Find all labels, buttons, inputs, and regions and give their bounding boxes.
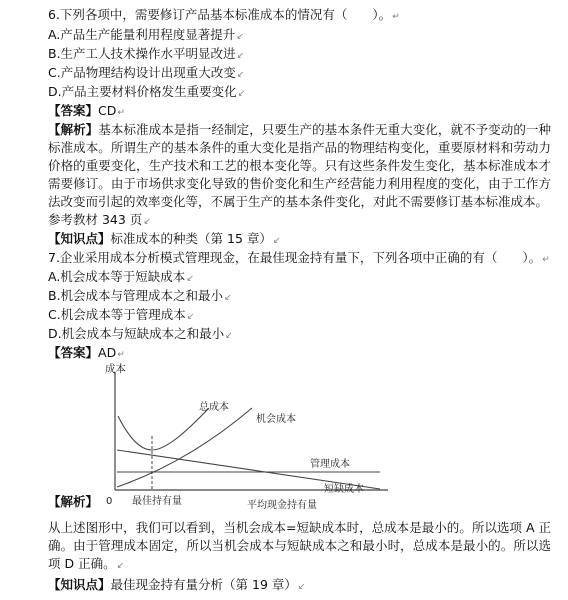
shortage-cost-label: 短缺成本: [324, 484, 364, 495]
analysis-text: 基本标准成本是指一经制定，只要生产的基本条件无重大变化，就不予变动的一种标准成本。所谓生产的基本条件的重大变化是指产品的物理结构变化，重要原材料和劳动力价格的重要变化，生产技术和工艺的根本变化等。只有这些条件发生变化，基本标准成本才需要修订。由于市场供求变化导致的售价变化和生产经营能力利用程度的变化，由于工作方法改变而引起的效率变化等，不属于生产的基本条件变化，对此不需要修订基本标准成本。: [48, 122, 551, 209]
paragraph-mark: ↙: [186, 274, 194, 284]
paragraph-mark: ↙: [272, 236, 281, 246]
knowledge-tag: 【知识点】: [48, 231, 111, 246]
analysis-text: 从上述图形中，我们可以看到，当机会成本=短缺成本时，总成本是最小的。所以选项 A 正确。由于管理成本固定，所以当机会成本与短缺成本之和最小时，总成本是最小的。所以选项 D 正确。: [48, 520, 551, 571]
paragraph-mark: ↙: [297, 582, 306, 592]
question-7-analysis: [48, 519, 551, 575]
answer-tag: 【答案】: [48, 103, 99, 118]
answer-value: CD: [98, 103, 117, 118]
optimal-holding-label: 最佳持有量: [132, 496, 182, 507]
question-6-knowledge: [48, 230, 280, 250]
origin-label: 0: [106, 496, 113, 507]
paragraph-mark: ↙: [224, 293, 232, 303]
paragraph-mark: ↵: [392, 12, 400, 22]
question-6-reference: 参考教材 343 页↙: [48, 212, 151, 227]
question-7-stem: [48, 249, 550, 269]
figure-lines: [115, 372, 388, 490]
knowledge-text: 最佳现金持有量分析（第 19 章）: [110, 577, 297, 592]
paragraph-mark: ↵: [117, 350, 125, 360]
knowledge-tag: 【知识点】: [48, 577, 111, 592]
knowledge-text: 标准成本的种类（第 15 章）: [110, 231, 272, 246]
question-6-option-b: B.生产工人技术操作水平明显改进↙: [48, 46, 245, 61]
paragraph-mark: ↙: [116, 561, 125, 571]
question-6-analysis: [48, 121, 551, 211]
total-cost-curve: [118, 408, 209, 450]
question-6-answer: [48, 102, 125, 122]
opportunity-cost-label: 机会成本: [256, 414, 296, 425]
paragraph-mark: ↙: [236, 32, 244, 42]
question-6-stem: [48, 6, 400, 26]
question-7-analysis-tag: [48, 493, 98, 511]
question-7-option-b: B.机会成本与管理成本之和最小↙: [48, 288, 232, 303]
answer-tag: 【答案】: [48, 345, 99, 360]
answer-value: AD: [98, 345, 117, 360]
paragraph-mark: ↙: [186, 312, 195, 322]
question-7-option-c: C.机会成本等于管理成本↙: [48, 307, 195, 322]
question-text: 6.下列各项中，需要修订产品基本标准成本的情况有（ ）。: [48, 7, 392, 22]
paragraph-mark: ↙: [225, 331, 233, 341]
paragraph-mark: ↙: [236, 51, 245, 61]
y-axis-label: 成本: [105, 363, 126, 375]
paragraph-mark: ↙: [143, 217, 151, 227]
paragraph-mark: ↵: [117, 108, 125, 118]
question-6-option-c: C.产品物理结构设计出现重大改变↙: [48, 65, 245, 80]
question-text: 7.企业采用成本分析模式管理现金，在最佳现金持有量下，下列各项中正确的有（ ）。: [48, 250, 542, 265]
x-axis-label: 平均现金持有量: [247, 500, 317, 511]
management-cost-label: 管理成本: [310, 459, 350, 470]
question-7-option-d: D.机会成本与短缺成本之和最小↙: [48, 326, 233, 341]
question-7-knowledge: [48, 576, 305, 596]
paragraph-mark: ↙: [236, 70, 245, 80]
opportunity-cost-curve: [117, 408, 252, 487]
analysis-tag: 【解析】: [48, 494, 99, 509]
analysis-tag: 【解析】: [48, 122, 99, 137]
question-7-option-a: A.机会成本等于短缺成本↙: [48, 269, 194, 284]
total-cost-label: 总成本: [199, 402, 229, 413]
question-6-option-a: A.产品生产能量利用程度显著提升↙: [48, 27, 244, 42]
question-6-option-d: D.产品主要材料价格发生重要变化↙: [48, 84, 246, 99]
paragraph-mark: ↙: [237, 89, 246, 99]
paragraph-mark: ↵: [542, 255, 550, 265]
